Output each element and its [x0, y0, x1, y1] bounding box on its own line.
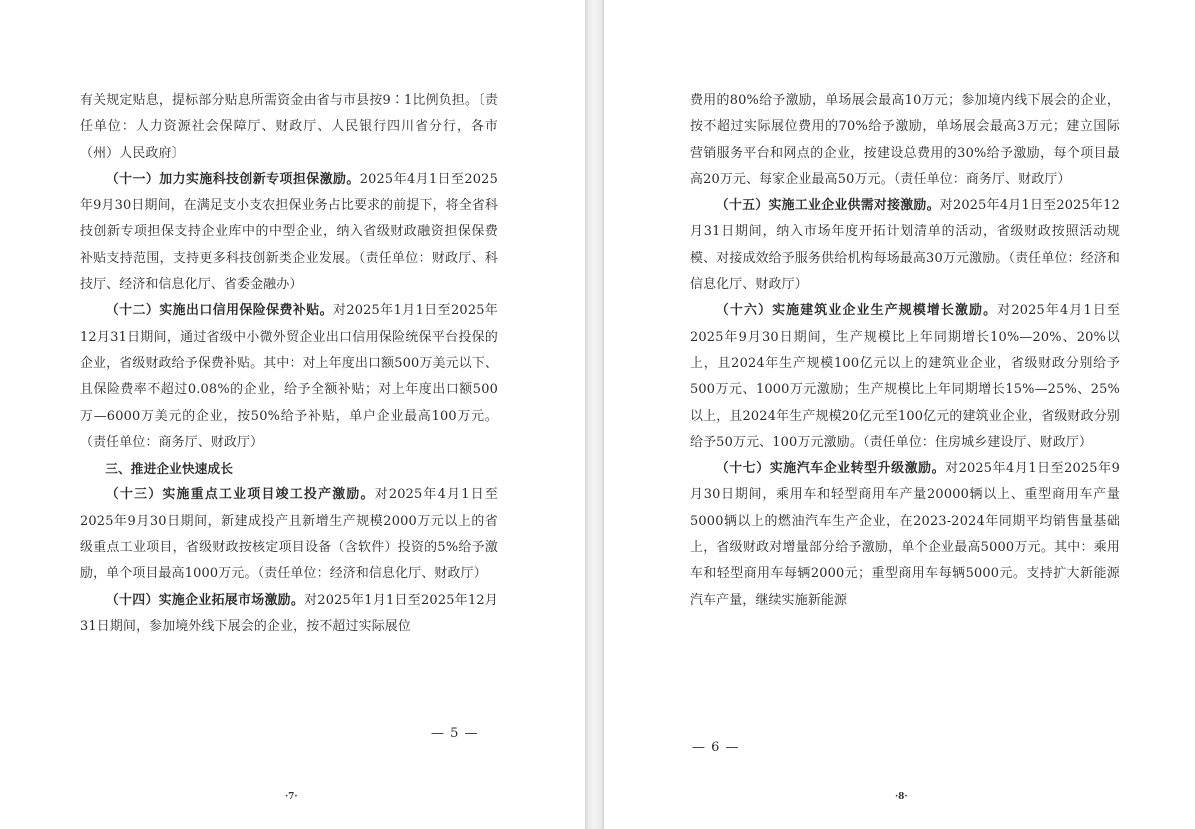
paragraph-lead: （十二）实施出口信用保险保费补贴。 — [105, 303, 333, 319]
paragraph: （十三）实施重点工业项目竣工投产激励。对2025年4月1日至2025年9月30日期间，新建成投产且新增生产规模2000万元以上的省级重点工业项目，省级财政按核定项目设备（含软件）投资的5%给予激励，单个项目最高1000万元。（责任单位：经济和信息化厅、财政厅） — [80, 487, 498, 582]
paragraph: （十一）加力实施科技创新专项担保激励。2025年4月1日至2025年9月30日期间，在满足支小支农担保业务占比要求的前提下，将全省科技创新专项担保支持企业库中的中型企业，纳入省级财政融资担保保费补贴支持范围，支持更多科技创新类企业发展。（责任单位：财政厅、科技厅、经济和信息化厅、省委金融办） — [80, 171, 498, 293]
paragraph-lead: （十六）实施建筑业企业生产规模增长激励。 — [715, 303, 998, 319]
paragraph-lead: （十四）实施企业拓展市场激励。 — [105, 592, 305, 608]
paragraph: 有关规定贴息，提标部分贴息所需资金由省与市县按9∶1比例负担。〔责任单位：人力资源社会保障厅、财政厅、人民银行四川省分行，各市（州）人民政府〕 — [80, 93, 498, 161]
paragraph-lead: （十七）实施汽车企业转型升级激励。 — [715, 461, 946, 477]
right-page — [604, 0, 1195, 829]
paragraph: （十五）实施工业企业供需对接激励。对2025年4月1日至2025年12月31日期间，纳入市场年度开拓计划清单的活动，省级财政按照活动规模、对接成效给予服务供给机构每场最高30万元激励。（责任单位：经济和信息化厅、财政厅） — [690, 198, 1120, 293]
paragraph: 费用的80%给予激励，单场展会最高10万元；参加境内线下展会的企业，按不超过实际展位费用的70%给予激励，单场展会最高3万元；建立国际营销服务平台和网点的企业，按建设总费用的30%给予激励，每个项目最高20万元、每家企业最高50万元。（责任单位：商务厅、财政厅） — [690, 93, 1120, 187]
left-page — [0, 0, 585, 829]
paragraph: （十六）实施建筑业企业生产规模增长激励。对2025年4月1日至2025年9月30日期间，生产规模比上年同期增长10%—20%、20%以上，且2024年生产规模100亿元以上的建筑业企业，省级财政分别给予500万元、1000万元激励；生产规模比上年同期增长15%—25%、25%以上，且2024年生产规模20亿元至100亿元的建筑业企业，省级财政分别给予50万元、100万元激励。（责任单位：住房城乡建设厅、财政厅） — [690, 303, 1120, 450]
paragraph: （十二）实施出口信用保险保费补贴。对2025年1月1日至2025年12月31日期间，通过省级中小微外贸企业出口信用保险统保平台投保的企业，省级财政给予保费补贴。其中：对上年度出口额500万美元以下、且保险费率不超过0.08%的企业，给予全额补贴；对上年度出口额500万—6000万美元的企业，按50%给予补贴，单户企业最高100万元。（责任单位：商务厅、财政厅） — [80, 303, 498, 450]
paragraph-lead: （十三）实施重点工业项目竣工投产激励。 — [105, 487, 375, 503]
left-page-body — [80, 88, 498, 640]
right-page-body — [690, 88, 1120, 614]
paragraph-lead: （十五）实施工业企业供需对接激励。 — [715, 198, 940, 214]
scan-page-number: ·8· — [895, 792, 908, 802]
page-gutter — [585, 0, 604, 829]
paragraph: （十四）实施企业拓展市场激励。对2025年1月1日至2025年12月31日期间，参加境外线下展会的企业，按不超过实际展位 — [80, 592, 499, 634]
scan-page-number: ·7· — [285, 792, 298, 802]
section-heading: 三、推进企业快速成长 — [105, 461, 234, 477]
page-number: — 6 — — [692, 740, 740, 755]
paragraph: （十七）实施汽车企业转型升级激励。对2025年4月1日至2025年9月30日期间，乘用车和轻型商用车产量20000辆以上、重型商用车产量5000辆以上的燃油汽车生产企业，在2023-2024年同期平均销售量基础上，省级财政对增量部分给予激励，单个企业最高5000万元。其中：乘用车和轻型商用车每辆2000元；重型商用车每辆5000元。支持扩大新能源汽车产量，继续实施新能源 — [690, 461, 1120, 608]
paragraph-lead: （十一）加力实施科技创新专项担保激励。 — [105, 171, 360, 187]
page-number: — 5 — — [431, 726, 479, 741]
